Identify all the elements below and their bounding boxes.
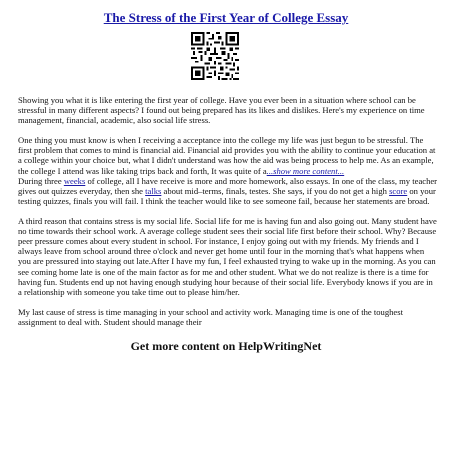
essay-body — [18, 95, 438, 337]
talks-link[interactable]: talks — [145, 185, 162, 196]
paragraph-financial-text: One thing you must know is when I receiving a acceptance into the college my life was just begun to be stressful. The first problem that comes to mind is financial aid. Financial aid provides you with the ability to continue your education at a college within your choice but, what I didn't understand was how the aid was being process to help me. As an example, the college I attend was like taking trips back and forth, It was quite of a — [18, 135, 436, 176]
academic-text-1: During three — [18, 175, 64, 186]
paragraph-financial — [18, 135, 438, 176]
paragraph-academic — [18, 176, 438, 206]
paragraph-intro: Showing you what it is like entering the first year of college. Have you ever been in a situation where school can be stressful in many different aspects? I found out being prepared has its likes and dislikes. Here's my experience on time management, financial, academic, also social life stress. — [18, 95, 425, 126]
academic-text-2: of college, all I have receive is more and more homework, also essays. In one of the class, my teacher gives out quizzes everyday, then she — [18, 175, 438, 196]
academic-text-4: on your testing quizzes, finals you will fail. I think the teacher would like to see someone fail, because her statements are broad. — [18, 185, 436, 206]
weeks-link[interactable]: weeks — [63, 175, 86, 186]
paragraph-social: A third reason that contains stress is my social life. Social life for me is having fun and also going out. Many student have no time towards their school work. A average college student sees their social life first before their school. Why? Because peer pressure comes about every student in school. For instance, I enjoy going out with my friends. My friends and I always leave from school around three o'clock and never get home until four in the morning that's what happens when you are pressured into staying out late.After I have my fun, I feel exhausted trying to wake up in the morning. As you can see coming home late is one of the main factor as for me and other student. What we do not realize is there is a time for having fun. Students end up not having enough studying hour because of their social life. Everybody knows if you are in a relationship with someone you take time out to please him/her. — [18, 215, 437, 297]
score-link[interactable]: score — [389, 185, 408, 196]
essay-title[interactable]: The Stress of the First Year of College Essay — [103, 10, 349, 25]
get-more-content-link[interactable]: Get more content on HelpWritingNet — [130, 339, 322, 353]
paragraph-time: My last cause of stress is time managing in your school and activity work. Managing time is one of the toughest assignment to deal with. Student should manage their — [18, 306, 403, 327]
academic-text-3: about mid–terms, finals, testes. She says, if you do not get a high — [161, 185, 390, 196]
qr-code — [191, 32, 239, 80]
show-more-link[interactable]: ...show more content... — [266, 165, 345, 176]
